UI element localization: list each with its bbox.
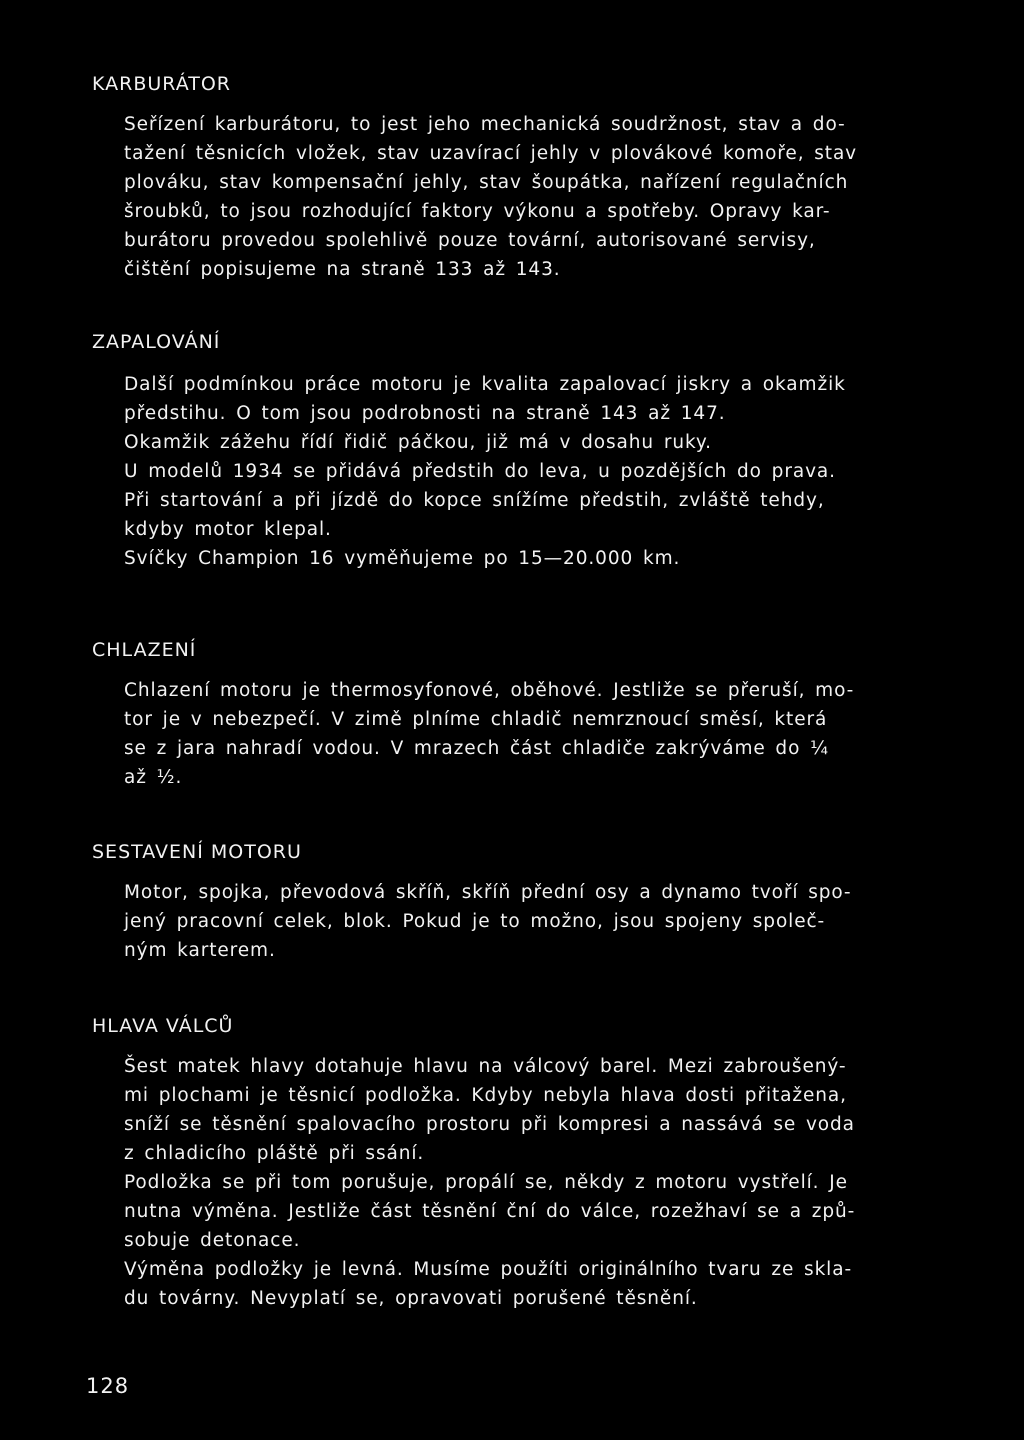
- paragraph-line: Motor, spojka, převodová skříň, skříň přední osy a dynamo tvoří spo-: [124, 882, 852, 903]
- paragraph-line: plováku, stav kompensační jehly, stav šoupátka, nařízení regulačních: [124, 172, 849, 193]
- paragraph-line: ným karterem.: [124, 940, 276, 961]
- paragraph-line: sníží se těsnění spalovacího prostoru při kompresi a nassává se voda: [124, 1114, 855, 1135]
- paragraph-line: Další podmínkou práce motoru je kvalita zapalovací jiskry a okamžik: [124, 374, 846, 395]
- paragraph-line: předstihu. O tom jsou podrobnosti na straně 143 až 147.: [124, 403, 726, 424]
- paragraph-line: mi plochami je těsnicí podložka. Kdyby nebyla hlava dosti přitažena,: [124, 1085, 847, 1106]
- paragraph-line: Výměna podložky je levná. Musíme použíti originálního tvaru ze skla-: [124, 1259, 853, 1280]
- section-body-karburator: [124, 110, 928, 284]
- paragraph-line: až ½.: [124, 767, 183, 788]
- section-body-sestaveni-motoru: [124, 878, 928, 965]
- section-heading-sestaveni-motoru: SESTAVENÍ MOTORU: [92, 841, 302, 863]
- section-heading-chlazeni: CHLAZENÍ: [92, 639, 197, 661]
- paragraph-line: Chlazení motoru je thermosyfonové, oběhové. Jestliže se přeruší, mo-: [124, 680, 855, 701]
- paragraph-line: Šest matek hlavy dotahuje hlavu na válcový barel. Mezi zabroušený-: [124, 1056, 847, 1077]
- paragraph-line: se z jara nahradí vodou. V mrazech část chladiče zakrýváme do ¼: [124, 738, 829, 759]
- paragraph-line: Svíčky Champion 16 vyměňujeme po 15—20.000 km.: [124, 548, 681, 569]
- section-body-zapalovani: [124, 370, 928, 573]
- paragraph-line: tažení těsnicích vložek, stav uzavírací jehly v plovákové komoře, stav: [124, 143, 858, 164]
- section-body-hlava-valcu: [124, 1052, 928, 1313]
- section-heading-karburator: KARBURÁTOR: [92, 73, 231, 95]
- paragraph-line: Podložka se při tom porušuje, propálí se, někdy z motoru vystřelí. Je: [124, 1172, 848, 1193]
- paragraph-line: Seřízení karburátoru, to jest jeho mechanická soudržnost, stav a do-: [124, 114, 846, 135]
- paragraph-line: kdyby motor klepal.: [124, 519, 332, 540]
- paragraph-line: sobuje detonace.: [124, 1230, 301, 1251]
- paragraph-line: nutna výměna. Jestliže část těsnění ční do válce, rozežhaví se a způ-: [124, 1201, 856, 1222]
- paragraph-line: burátoru provedou spolehlivě pouze tovární, autorisované servisy,: [124, 230, 816, 251]
- paragraph-line: du továrny. Nevyplatí se, opravovati porušené těsnění.: [124, 1288, 698, 1309]
- paragraph-line: U modelů 1934 se přidává předstih do leva, u pozdějších do prava.: [124, 461, 836, 482]
- paragraph-line: čištění popisujeme na straně 133 až 143.: [124, 259, 561, 280]
- paragraph-line: jený pracovní celek, blok. Pokud je to možno, jsou spojeny společ-: [124, 911, 826, 932]
- paragraph-line: Okamžik zážehu řídí řidič páčkou, již má v dosahu ruky.: [124, 432, 712, 453]
- paragraph-line: šroubků, to jsou rozhodující faktory výkonu a spotřeby. Opravy kar-: [124, 201, 831, 222]
- paragraph-line: z chladicího pláště při ssání.: [124, 1143, 425, 1164]
- section-heading-zapalovani: ZAPALOVÁNÍ: [92, 331, 221, 353]
- paragraph-line: Při startování a při jízdě do kopce snížíme předstih, zvláště tehdy,: [124, 490, 825, 511]
- section-body-chlazeni: [124, 676, 928, 792]
- page-number: 128: [86, 1374, 130, 1398]
- paragraph-line: tor je v nebezpečí. V zimě plníme chladič nemrznoucí směsí, která: [124, 709, 828, 730]
- section-heading-hlava-valcu: HLAVA VÁLCŮ: [92, 1015, 234, 1037]
